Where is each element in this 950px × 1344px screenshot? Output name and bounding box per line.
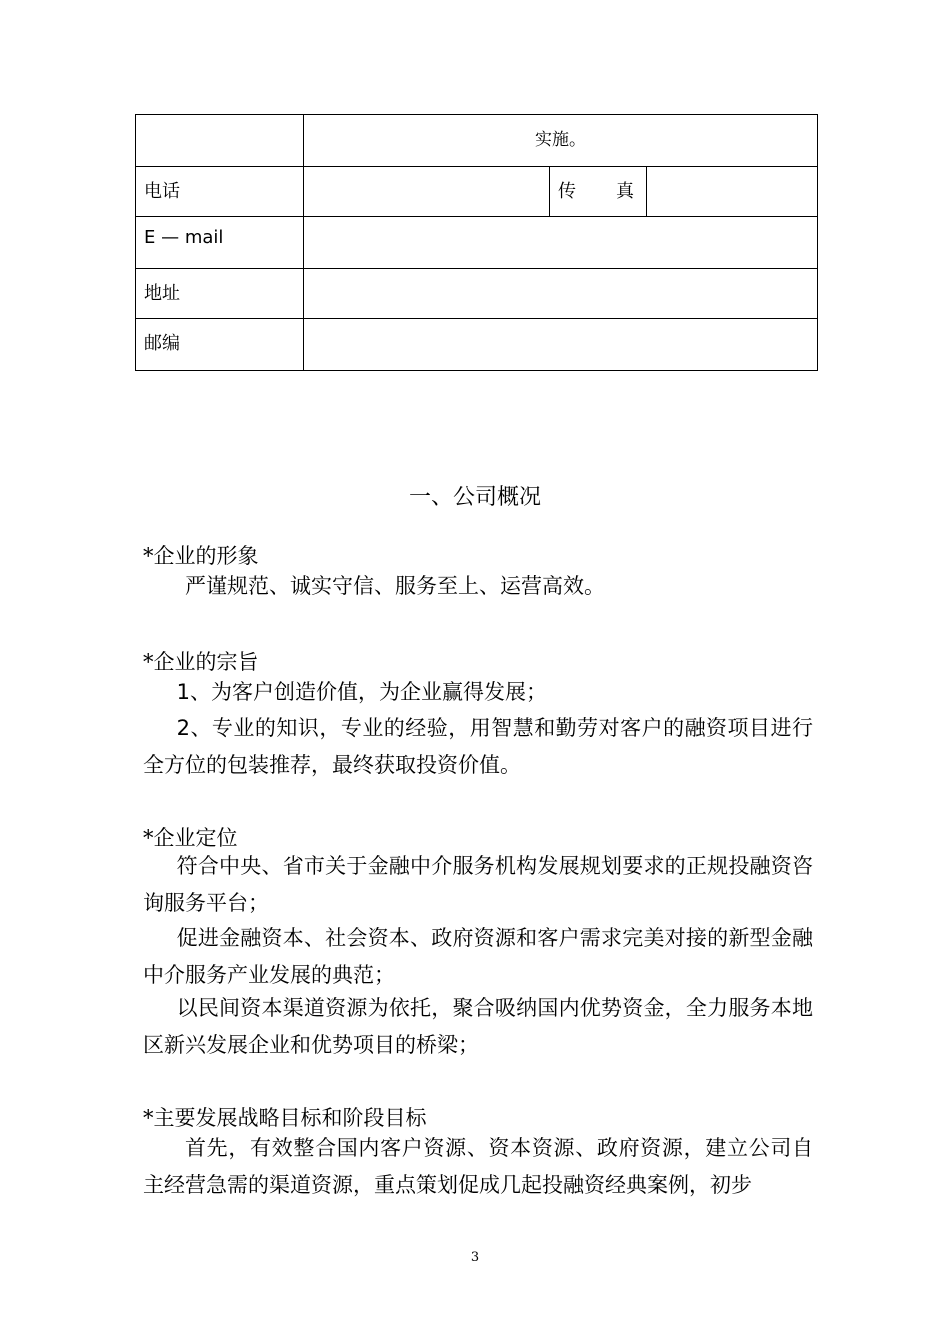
purpose-item: 1、为客户创造价值，为企业赢得发展； <box>176 680 547 704</box>
email-label: E — mail <box>136 217 304 269</box>
positioning-heading: *企业定位 <box>143 826 238 850</box>
email-value <box>304 217 818 269</box>
strategy-heading: *主要发展战略目标和阶段目标 <box>143 1106 427 1130</box>
address-value <box>304 269 818 319</box>
table-row <box>136 269 818 319</box>
address-label: 地址 <box>136 269 304 319</box>
strategy-text: 首先，有效整合国内客户资源、资本资源、政府资源，建立公司自主经营急需的渠道资源，重点策划促成几起投融资经典案例，初步 <box>143 1136 813 1197</box>
phone-label: 电话 <box>136 167 304 217</box>
table-row <box>136 167 818 217</box>
image-text: 严谨规范、诚实守信、服务至上、运营高效。 <box>185 574 605 598</box>
positioning-paragraph: 符合中央、省市关于金融中介服务机构发展规划要求的正规投融资咨询服务平台； <box>143 854 813 915</box>
page-number: 3 <box>470 1250 480 1265</box>
positioning-paragraph: 促进金融资本、社会资本、政府资源和客户需求完美对接的新型金融中介服务产业发展的典范； <box>143 926 813 987</box>
section-title: 一、公司概况 <box>408 485 541 510</box>
table-cell-empty <box>136 115 304 167</box>
table-row <box>136 319 818 371</box>
table-row <box>136 217 818 269</box>
fax-value <box>647 167 818 217</box>
postcode-label: 邮编 <box>136 319 304 371</box>
fax-label: 传 真 <box>550 167 647 217</box>
table-row <box>136 115 818 167</box>
positioning-paragraph: 以民间资本渠道资源为依托，聚合吸纳国内优势资金，全力服务本地区新兴发展企业和优势项目的桥梁； <box>143 996 813 1057</box>
purpose-heading: *企业的宗旨 <box>143 650 259 674</box>
phone-value <box>304 167 550 217</box>
image-heading: *企业的形象 <box>143 544 259 568</box>
purpose-item: 2、专业的知识，专业的经验，用智慧和勤劳对客户的融资项目进行全方位的包装推荐，最终获取投资价值。 <box>143 716 813 777</box>
contact-info-table <box>135 114 818 371</box>
postcode-value <box>304 319 818 371</box>
table-cell-value: 实施。 <box>304 115 818 167</box>
